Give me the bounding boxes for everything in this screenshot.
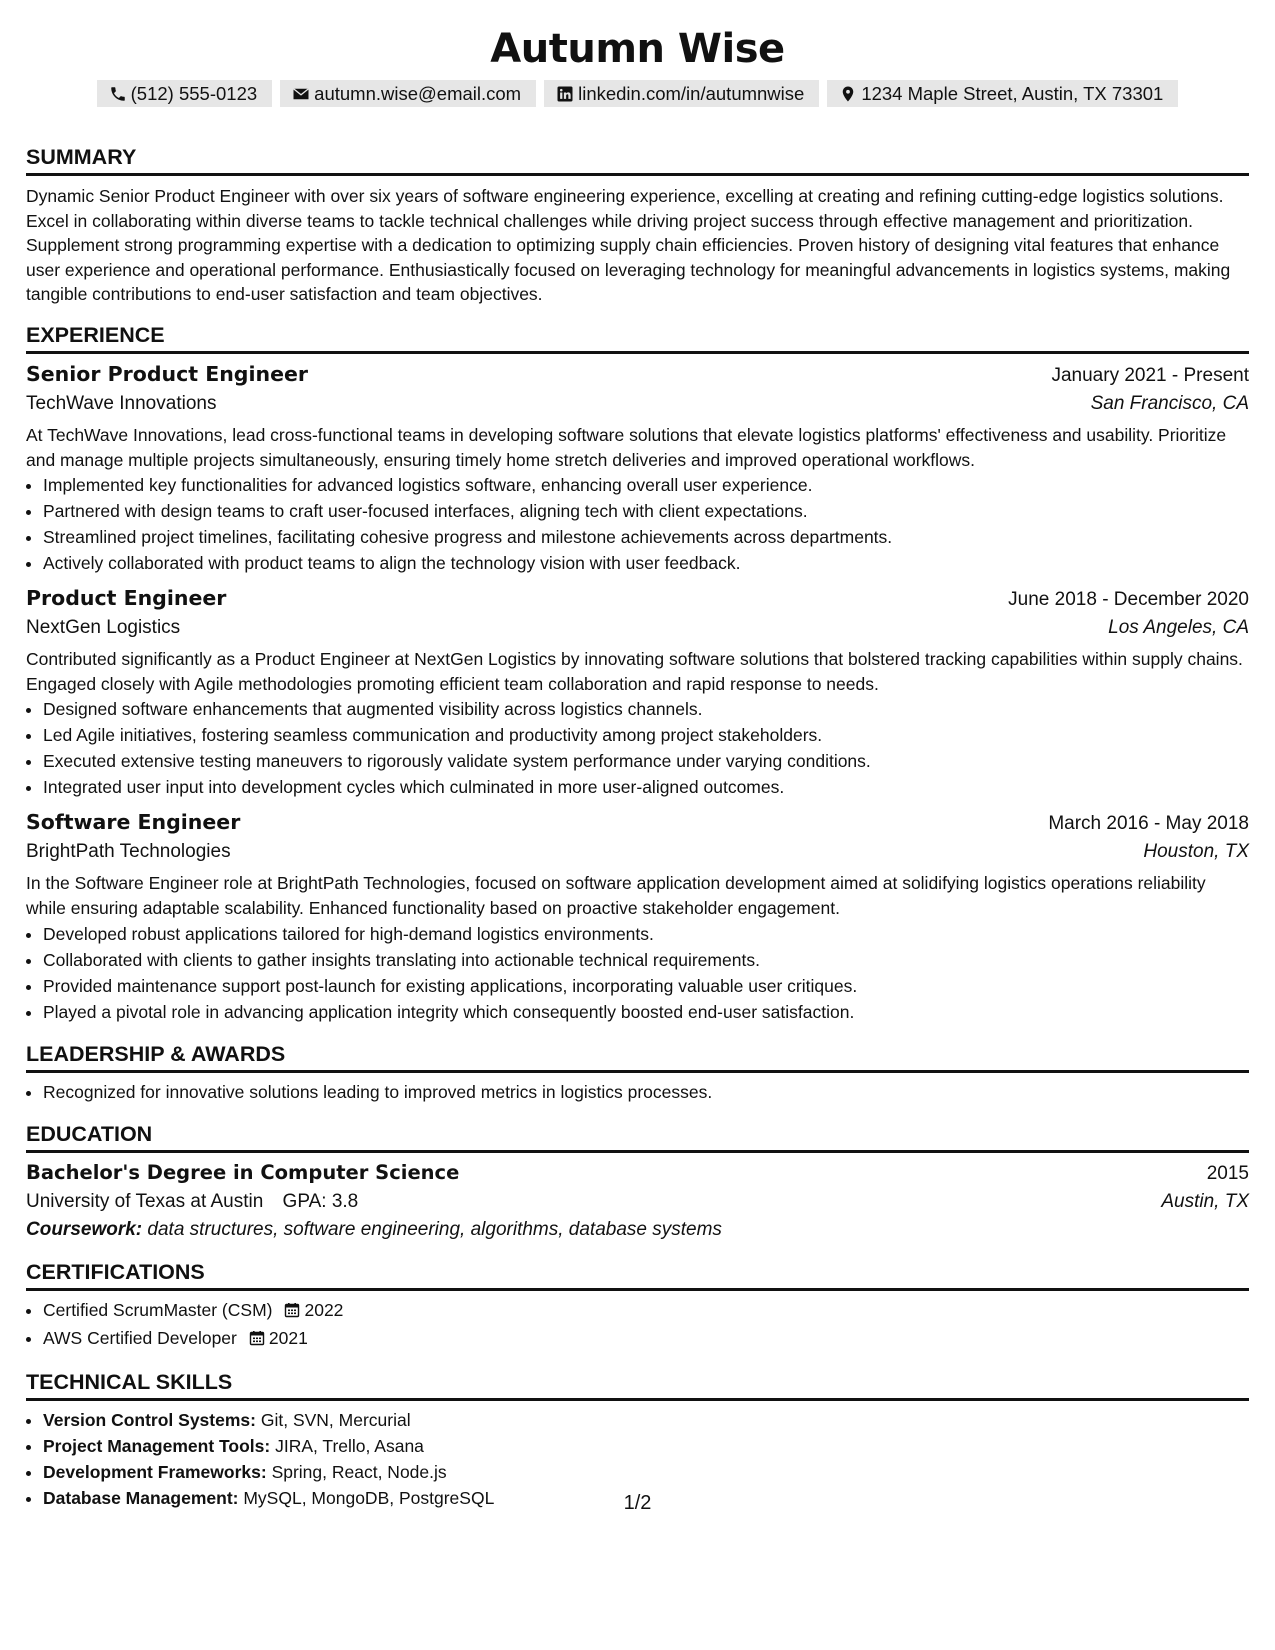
job-entry: [26, 810, 1249, 1024]
certifications-section: [26, 1259, 1249, 1353]
job-description: In the Software Engineer role at BrightPath Technologies, focused on software application development aimed at solidifying logistics operations reliability while ensuring adaptable scalability. Enhanced functionality based on proactive stakeholder engagement.: [26, 873, 1206, 918]
job-entry: [26, 362, 1249, 576]
summary-text: Dynamic Senior Product Engineer with over six years of software engineering experience, excelling at creating and refining cutting-edge logistics solutions. Excel in collaborating within diverse teams to tackle technical challenges while driving project success through effective management and prioritization. Supplement strong programming expertise with a dedication to optimizing supply chain efficiencies. Proven history of designing vital features that enhance user experience and operational performance. Enthusiastically focused on leveraging technology for meaningful advancements in logistics systems, making tangible contributions to end-user satisfaction and team objectives.: [26, 186, 1231, 305]
leadership-section: [26, 1041, 1249, 1105]
degree-title: Bachelor's Degree in Computer Science: [26, 1160, 460, 1184]
job-company: NextGen Logistics: [26, 617, 181, 639]
coursework-label: Coursework:: [26, 1218, 143, 1240]
school-location: Austin, TX: [1161, 1190, 1249, 1212]
education-section: [26, 1121, 1249, 1241]
job-title: Senior Product Engineer: [26, 361, 309, 386]
linkedin-text[interactable]: linkedin.com/in/autumnwise: [578, 82, 805, 104]
job-location: San Francisco, CA: [1090, 392, 1249, 414]
phone-chip: [97, 80, 273, 107]
job-bullets: [26, 921, 1249, 1025]
summary-heading: SUMMARY: [26, 144, 1249, 176]
skill-label: Version Control Systems:: [43, 1409, 256, 1430]
skill-label: Project Management Tools:: [43, 1435, 271, 1456]
page-number: 1/2: [623, 1492, 652, 1514]
job-company: BrightPath Technologies: [26, 841, 231, 863]
list-item: • Executed extensive testing maneuvers to rigorously validate system performance under varying conditions.: [43, 748, 1249, 774]
certification-name: Certified ScrumMaster (CSM): [43, 1299, 273, 1320]
list-item: • Designed software enhancements that augmented visibility across logistics channels.: [43, 696, 1249, 722]
address-chip: [827, 80, 1178, 107]
certification-year: 2022: [304, 1299, 344, 1320]
coursework-text: data structures, software engineering, algorithms, database systems: [147, 1218, 722, 1240]
skill-item: [43, 1407, 1249, 1433]
skill-value: JIRA, Trello, Asana: [275, 1435, 424, 1456]
job-dates: June 2018 - December 2020: [1008, 589, 1249, 611]
job-bullets: [26, 472, 1249, 576]
job-location: Los Angeles, CA: [1108, 617, 1249, 639]
skill-item: [43, 1433, 1249, 1459]
skill-value: Spring, React, Node.js: [271, 1461, 447, 1482]
skill-label: Database Management:: [43, 1487, 239, 1508]
map-pin-icon: [839, 85, 857, 103]
job-entry: [26, 586, 1249, 800]
list-item: • Integrated user input into development cycles which culminated in more user-aligned outcomes.: [43, 774, 1249, 800]
certification-item: [43, 1297, 1249, 1325]
envelope-icon: [292, 85, 310, 103]
job-company: TechWave Innovations: [26, 392, 217, 414]
job-title: Software Engineer: [26, 810, 241, 835]
linkedin-chip[interactable]: [544, 80, 819, 107]
experience-heading: EXPERIENCE: [26, 322, 1249, 354]
skills-heading: TECHNICAL SKILLS: [26, 1369, 1249, 1401]
phone-text: (512) 555-0123: [130, 82, 258, 104]
school-name: University of Texas at Austin: [26, 1190, 264, 1212]
list-item: • Recognized for innovative solutions leading to improved metrics in logistics processes.: [43, 1079, 1249, 1105]
job-location: Houston, TX: [1143, 841, 1249, 863]
job-description: At TechWave Innovations, lead cross-functional teams in developing software solutions that elevate logistics platforms' effectiveness and usability. Prioritize and manage multiple projects simultaneously, ensuring timely home stretch deliveries and improved operational workflows.: [26, 424, 1227, 470]
address-text: 1234 Maple Street, Austin, TX 73301: [861, 82, 1164, 104]
list-item: • Played a pivotal role in advancing application integrity which consequently boosted end-user satisfaction.: [43, 999, 1249, 1025]
experience-section: [26, 322, 1249, 1025]
graduation-year: 2015: [1206, 1162, 1249, 1184]
leadership-list: [26, 1079, 1249, 1105]
contact-bar: [26, 80, 1249, 107]
skill-item: [43, 1459, 1249, 1485]
skill-value: Git, SVN, Mercurial: [260, 1409, 411, 1430]
skills-section: [26, 1369, 1249, 1511]
calendar-icon: [249, 1327, 265, 1353]
list-item: • Developed robust applications tailored for high-demand logistics environments.: [43, 921, 1249, 947]
linkedin-icon: [556, 85, 574, 103]
list-item: • Streamlined project timelines, facilitating cohesive progress and milestone achievements across departments.: [43, 524, 1249, 550]
calendar-icon: [284, 1299, 300, 1325]
coursework-line: [26, 1219, 1249, 1241]
list-item: • Led Agile initiatives, fostering seamless communication and productivity among project stakeholders.: [43, 722, 1249, 748]
gpa-text: GPA: 3.8: [282, 1190, 359, 1212]
job-dates: January 2021 - Present: [1051, 364, 1249, 386]
job-description: Contributed significantly as a Product Engineer at NextGen Logistics by innovating software solutions that bolstered tracking capabilities within supply chains. Engaged closely with Agile methodologies promoting efficient team collaboration and rapid response to needs.: [26, 649, 1243, 694]
education-heading: EDUCATION: [26, 1121, 1249, 1153]
job-bullets: [26, 696, 1249, 800]
email-text[interactable]: autumn.wise@email.com: [314, 82, 522, 104]
certification-name: AWS Certified Developer: [43, 1327, 237, 1348]
summary-section: [26, 144, 1249, 307]
certification-item: [43, 1325, 1249, 1353]
leadership-heading: LEADERSHIP & AWARDS: [26, 1041, 1249, 1073]
list-item: • Provided maintenance support post-launch for existing applications, incorporating valuable user critiques.: [43, 973, 1249, 999]
phone-icon: [109, 85, 127, 103]
job-title: Product Engineer: [26, 586, 227, 611]
certifications-list: [26, 1297, 1249, 1353]
skill-label: Development Frameworks:: [43, 1461, 267, 1482]
skill-value: MySQL, MongoDB, PostgreSQL: [243, 1487, 495, 1508]
job-dates: March 2016 - May 2018: [1048, 813, 1249, 835]
list-item: • Actively collaborated with product teams to align the technology vision with user feedback.: [43, 550, 1249, 576]
resume-page: [26, 0, 1249, 1511]
certifications-heading: CERTIFICATIONS: [26, 1259, 1249, 1291]
certification-year: 2021: [268, 1327, 308, 1348]
email-chip[interactable]: [280, 80, 536, 107]
candidate-name: Autumn Wise: [490, 26, 785, 72]
list-item: • Collaborated with clients to gather insights translating into actionable technical requirements.: [43, 947, 1249, 973]
list-item: • Implemented key functionalities for advanced logistics software, enhancing overall user experience.: [43, 472, 1249, 498]
list-item: • Partnered with design teams to craft user-focused interfaces, aligning tech with client expectations.: [43, 498, 1249, 524]
